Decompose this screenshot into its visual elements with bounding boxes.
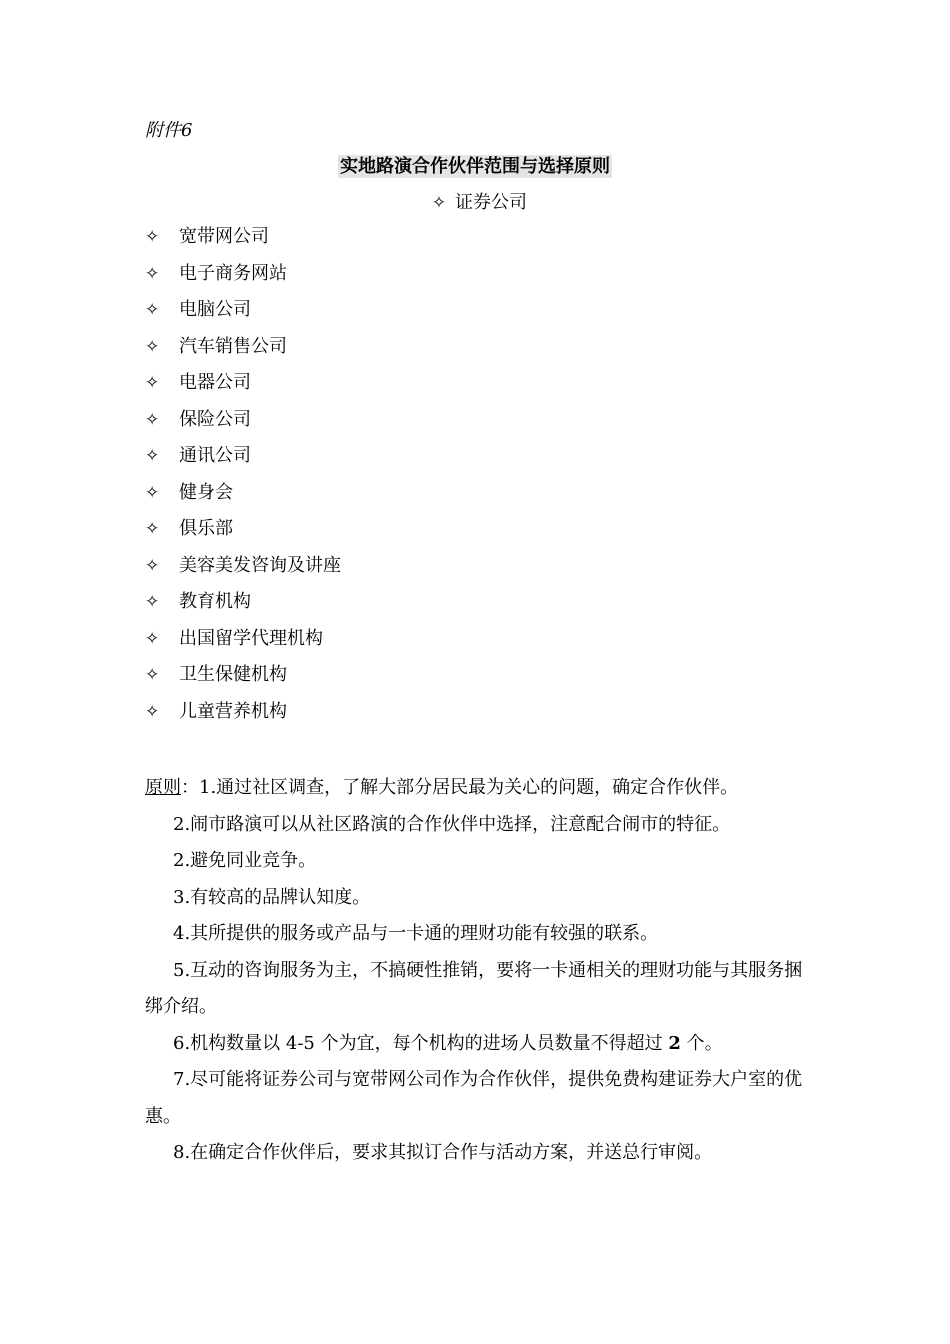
diamond-bullet-icon: ✧: [145, 665, 160, 685]
list-item-label: 儿童营养机构: [179, 700, 287, 722]
annex-label: 附件6: [145, 120, 193, 141]
list-item-label: 卫生保健机构: [179, 664, 287, 685]
principles-label: 原则: [145, 777, 181, 798]
diamond-bullet-icon: ✧: [145, 701, 160, 722]
principle-paragraph: 2.避免同业竞争。: [173, 850, 317, 871]
list-item: [145, 262, 341, 299]
list-item-label: 电器公司: [179, 372, 251, 393]
principle-text: 1.通过社区调查，了解大部分居民最为关心的问题，确定合作伙伴。: [199, 777, 739, 798]
principle-number: 2: [668, 1032, 681, 1054]
list-item-label: 俱乐部: [179, 518, 233, 539]
principle-text: 6.机构数量以 4-5 个为宜，每个机构的进场人员数量不得超过: [173, 1032, 669, 1054]
diamond-bullet-icon: ✧: [145, 409, 160, 430]
list-item-label: 健身会: [179, 481, 233, 503]
diamond-bullet-icon: ✧: [431, 193, 447, 213]
diamond-bullet-icon: ✧: [145, 227, 160, 247]
diamond-bullet-icon: ✧: [145, 336, 160, 357]
principle-paragraph: 4.其所提供的服务或产品与一卡通的理财功能有较强的联系。: [173, 923, 659, 944]
principle-paragraph: 3.有较高的品牌认知度。: [173, 886, 371, 908]
partner-list: [145, 225, 341, 736]
list-item: [145, 627, 341, 664]
list-item-label: 美容美发咨询及讲座: [179, 554, 341, 576]
diamond-bullet-icon: ✧: [145, 628, 160, 649]
list-item: [145, 700, 341, 737]
diamond-bullet-icon: ✧: [145, 482, 160, 503]
diamond-bullet-icon: ✧: [145, 519, 160, 539]
document-title-text: 实地路演合作伙伴范围与选择原则: [340, 156, 610, 177]
list-item: [145, 225, 341, 262]
list-item: [145, 554, 341, 591]
list-item: [145, 481, 341, 518]
principle-paragraph: 5.互动的咨询服务为主，不搞硬性推销，要将一卡通相关的理财功能与其服务捆绑介绍。: [145, 959, 803, 1017]
list-item: [145, 663, 341, 700]
list-item-label: 教育机构: [179, 591, 251, 612]
list-item-centered: [0, 188, 950, 214]
diamond-bullet-icon: ✧: [145, 300, 160, 320]
list-item-label: 电子商务网站: [179, 262, 287, 284]
principle-paragraph: [145, 770, 810, 807]
principles-section: [145, 770, 810, 1172]
list-item-label: 汽车销售公司: [179, 335, 287, 357]
principle-paragraph: 7.尽可能将证券公司与宽带网公司作为合作伙伴，提供免费构建证券大户室的优惠。: [145, 1069, 803, 1127]
diamond-bullet-icon: ✧: [145, 446, 160, 466]
list-item: [145, 444, 341, 481]
list-item: [145, 371, 341, 408]
diamond-bullet-icon: ✧: [145, 592, 160, 612]
principle-paragraph: 2.闹市路演可以从社区路演的合作伙伴中选择，注意配合闹市的特征。: [173, 813, 731, 835]
list-item-label: 保险公司: [179, 408, 251, 430]
list-item-label: 出国留学代理机构: [179, 627, 323, 649]
list-item: [145, 590, 341, 627]
principle-text: 个。: [680, 1032, 723, 1054]
list-item-label: 宽带网公司: [179, 226, 269, 247]
document-title: [0, 152, 950, 178]
list-item: [145, 298, 341, 335]
diamond-bullet-icon: ✧: [145, 263, 160, 284]
principles-colon: ：: [181, 777, 199, 798]
list-item-label: 电脑公司: [179, 299, 251, 320]
diamond-bullet-icon: ✧: [145, 555, 160, 576]
principle-paragraph: [145, 1026, 810, 1063]
list-item: [145, 408, 341, 445]
list-item-label: 通讯公司: [179, 445, 251, 466]
list-item: [145, 517, 341, 554]
list-item: [145, 335, 341, 372]
list-item-label: 证券公司: [455, 192, 527, 213]
diamond-bullet-icon: ✧: [145, 373, 160, 393]
principle-paragraph: 8.在确定合作伙伴后，要求其拟订合作与活动方案，并送总行审阅。: [173, 1142, 713, 1163]
